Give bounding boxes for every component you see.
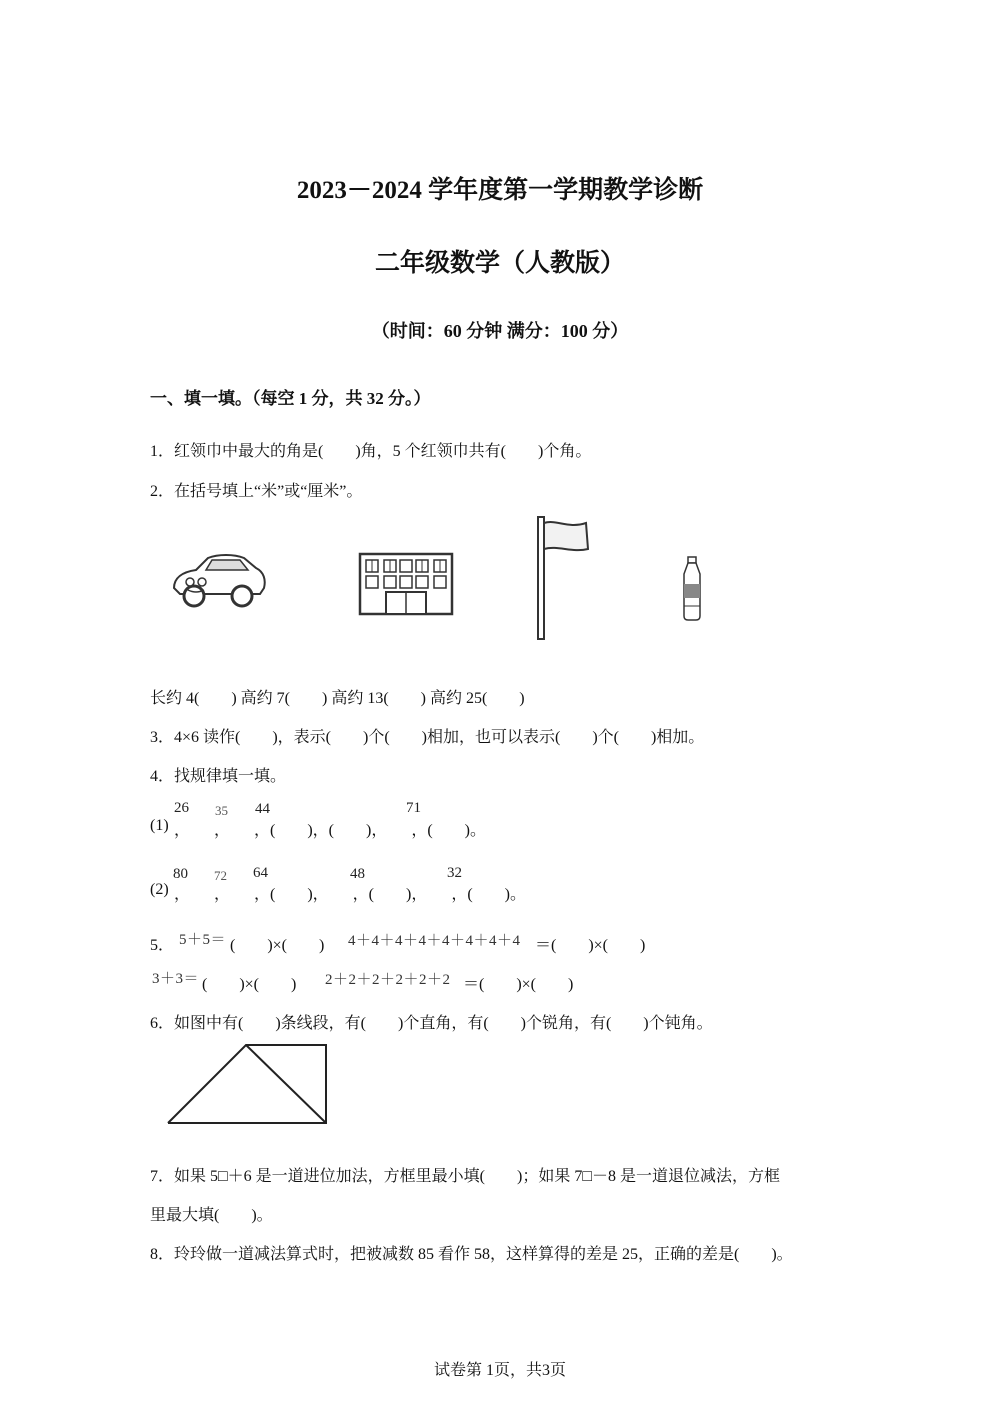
building-icon [358,552,454,616]
page-footer: 试卷第 1页，共3页 [433,1362,566,1379]
bottle-icon [679,556,705,622]
exam-info: （时间：60 分钟 满分：100 分） [371,321,629,341]
question-1: 1．红领巾中最大的角是( )角，5 个红领巾共有( )个角。 [150,443,592,460]
exam-title: 2023－2024 学年度第一学期教学诊断 [296,177,704,204]
sequence-number: 32 [447,865,462,881]
question-8: 8．玲玲做一道减法算式时，把被减数 85 看作 58，这样算得的差是 25，正确的差是( )。 [150,1246,793,1263]
question-7-line-2: 里最大填( )。 [150,1207,273,1224]
triangle-figure [166,1043,330,1125]
sequence-number: 64 [253,865,268,881]
flag-icon [530,515,594,641]
formula: 5＋5＝ [179,932,227,948]
exam-subtitle: 二年级数学（人教版） [374,250,625,277]
formula-blanks: ( )×( ) [202,976,297,993]
question-4-2-label: (2) [150,881,169,898]
sequence-number: 48 [350,866,365,882]
question-3: 3．4×6 读作( )，表示( )个( )相加，也可以表示( )个( )相加。 [150,729,705,746]
sequence-number: 72 [214,868,227,883]
section-heading: 一、填一填。（每空 1 分，共 32 分。） [150,389,431,408]
formula: 4＋4＋4＋4＋4＋4＋4＋4 [348,933,521,949]
question-2: 2．在括号填上“米”或“厘米”。 [150,483,363,500]
formula-blanks: ＝( )×( ) [463,976,574,993]
sequence-number: 80 [173,866,188,882]
formula: 3＋3＝ [152,971,200,987]
question-7-line-1: 7．如果 5□＋6 是一道进位加法，方框里最小填( )；如果 7□－8 是一道退位减法，方框 [150,1168,780,1185]
car-icon [168,548,268,612]
question-2-answers: 长约 4( ) 高约 7( ) 高约 13( ) 高约 25( ) [150,690,525,707]
question-4-2-blanks: ， ， ，( )， ，( )， ，( )。 [174,886,526,903]
sequence-number: 35 [215,803,228,818]
question-4-1-blanks: ， ， ，( )，( )， ，( )。 [174,822,486,839]
question-6: 6．如图中有( )条线段，有( )个直角，有( )个锐角，有( )个钝角。 [150,1015,713,1032]
question-5-label: 5． [150,937,175,954]
sequence-number: 71 [406,800,421,816]
formula-blanks: ( )×( ) [230,937,325,954]
question-4: 4．找规律填一填。 [150,768,287,785]
sequence-number: 44 [255,801,270,817]
question-4-1-label: (1) [150,817,169,834]
sequence-number: 26 [174,800,189,816]
formula-blanks: ＝( )×( ) [535,937,646,954]
formula: 2＋2＋2＋2＋2＋2 [325,972,451,988]
